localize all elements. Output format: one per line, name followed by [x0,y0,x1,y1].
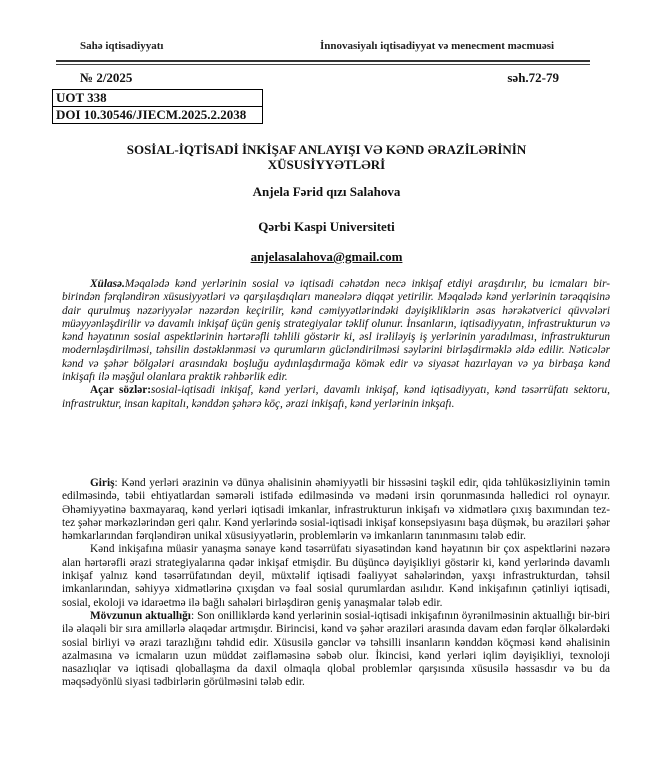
body-paragraph-2: Kənd inkişafına müasir yanaşma sənaye kənd təsərrüfatı siyasətindən kənd həyatının bir çox aspektlərini nəzərə alan hərtərəfli ərazi strategiyalarına qədər inkişaf etmişdir. Bu düşüncə dəyişikliyi göstərir ki, kənd yerlərində davamlı inkişaf yalnız kənd təsərrüfatından deyil, müxtəlif iqtisadi fəaliyyət sahələrindən, yaxşı infrastrukturdan, təhsil imkanlarından, səhiyyə xidmətlərinə çıxışdan və fəal sosial qurumlardan asılıdır. Kənd inkişafının çətinliyi iqtisadi, sosial, ekoloji və idarəetmə ilə bağlı sahələri birləşdirən geniş yanaşmalar tələb edir. [62,543,610,609]
keywords-paragraph [62,384,610,411]
running-header-section: Sahə iqtisadiyyatı [80,40,164,52]
author-email-link[interactable]: anjelasalahova@gmail.com [250,249,403,264]
title-line-2: XÜSUSİYYƏTLƏRİ [267,157,386,172]
article-body [62,477,610,690]
abstract-paragraph [62,278,610,384]
relevance-heading: Mövzunun aktuallığı [90,609,191,622]
keywords-label: Açar sözlər: [90,384,152,397]
header-divider [56,60,590,65]
issue-number: № 2/2025 [80,70,133,85]
doi[interactable]: DOI 10.30546/JIECM.2025.2.2038 [53,106,262,123]
page-range: səh.72-79 [507,70,559,85]
abstract [62,278,610,411]
udc-code: UOT 338 [56,90,107,105]
title-line-1: SOSİAL-İQTİSADİ İNKİŞAF ANLAYIŞI VƏ KƏND ƏRAZİLƏRİNİN [126,142,527,157]
abstract-label: Xülasə. [90,278,125,290]
author-name: Anjela Fərid qızı Salahova [252,184,401,199]
abstract-text: Məqalədə kənd yerlərinin sosial və iqtisadi cəhətdən necə inkişaf etdiyi araşdırılır, bu icmaları bir-birindən fərqləndirən xüsusiyyətləri və qarşılaşdıqları maneələrə diqqət yetirilir. Məqalədə kənd yerlərinin tərəqqisinə dair qurulmuş nəzəriyyələr nəzərdən keçirilir, kənd cəmiyyətlərindəki dəyişikliklərin əsas hərəkətverici qüvvələri müəyyənləşdirilir və davamlı inkişaf üçün geniş strategiyalar təklif olunur. İnsanların, iqtisadiyyatın, infrastrukturun və kənd həyatının sosial aspektlərinin hərtərəfli təhlili göstərir ki, əsl irəliləyiş iş yerlərinin yaradılması, infrastrukturun modernləşdirilməsi, təhsilin dəstəklənməsi və qurumların gücləndirilməsi səylərini birləşdirməklə əldə edilir. Nəticələr kənd və şəhər bölgələri arasındakı boşluğu aydınlaşdırmağa kömək edir və siyasət hazırlayan və ya birbaşa kənd inkişafı ilə məşğul olanlara praktik rəhbərlik edir. [62,278,610,384]
author-affiliation: Qərbi Kaspi Universiteti [258,219,395,234]
relevance-text: : Son onilliklərdə kənd yerlərinin sosial-iqtisadi inkişafının öyrənilməsinin aktuallığı bir-biri ilə əlaqəli bir sıra amillərlə əlaqədar artmışdır. Birincisi, kənd və şəhər əraziləri arasında davam edən fərqlər ölkələrdəki sosial birliyi və ərazi tarazlığını təhdid edir. Xüsusilə gənclər və təhsilli insanların kənddən köçməsi kənd əhalisinin azalmasına və icmaların uzun müddət zəifləməsinə səbəb olur. İkincisi, kənd yerləri iqlim dəyişikliyi, texnoloji nasazlıqlar və iqtisadi qloballaşma da daxil olmaqla qlobal problemlər qarşısında xüsusilə həssasdır və bu da məqsədyönlü siyasi tədbirlərin görülməsini tələb edir. [62,609,610,689]
running-header-journal: İnnovasiyalı iqtisadiyyat və menecment məcmuəsi [320,40,555,52]
article-title [0,142,653,172]
keywords-text: sosial-iqtisadi inkişaf, kənd yerləri, davamlı inkişaf, kənd iqtisadiyyatı, kənd təsərrüfatı sektoru, infrastruktur, insan kapitalı, kənddən şəhərə köç, ərazi inkişafı, kənd yerlərinin inkşafı. [62,384,610,410]
identifier-box [52,89,263,124]
intro-paragraph [62,477,610,543]
author-email-wrap [0,249,653,265]
intro-heading: Giriş [90,477,115,489]
relevance-paragraph [62,610,610,690]
intro-text: : Kənd yerləri ərazinin və dünya əhalisinin əhəmiyyətli bir hissəsini təşkil edir, qida təhlükəsizliyinin təmin edilməsində, təbii ehtiyatlardan səmərəli istifadə edilməsində və mədəni irsin qorunmasında həlledici rol oynayır. Əhəmiyyətinə baxmayaraq, kənd yerləri iqtisadi imkanlar, infrastrukturun inkişafı və xidmətlərə çıxış baxımından tez-tez şəhər mərkəzlərindən geri qalır. Kənd yerlərində sosial-iqtisadi inkişaf konsepsiyasını başa düşmək, bu əraziləri şəhər həmkarlarından fərqləndirən unikal xüsusiyyətlərin, problemlərin və imkanların tanınmasını tələb edir. [62,477,610,543]
